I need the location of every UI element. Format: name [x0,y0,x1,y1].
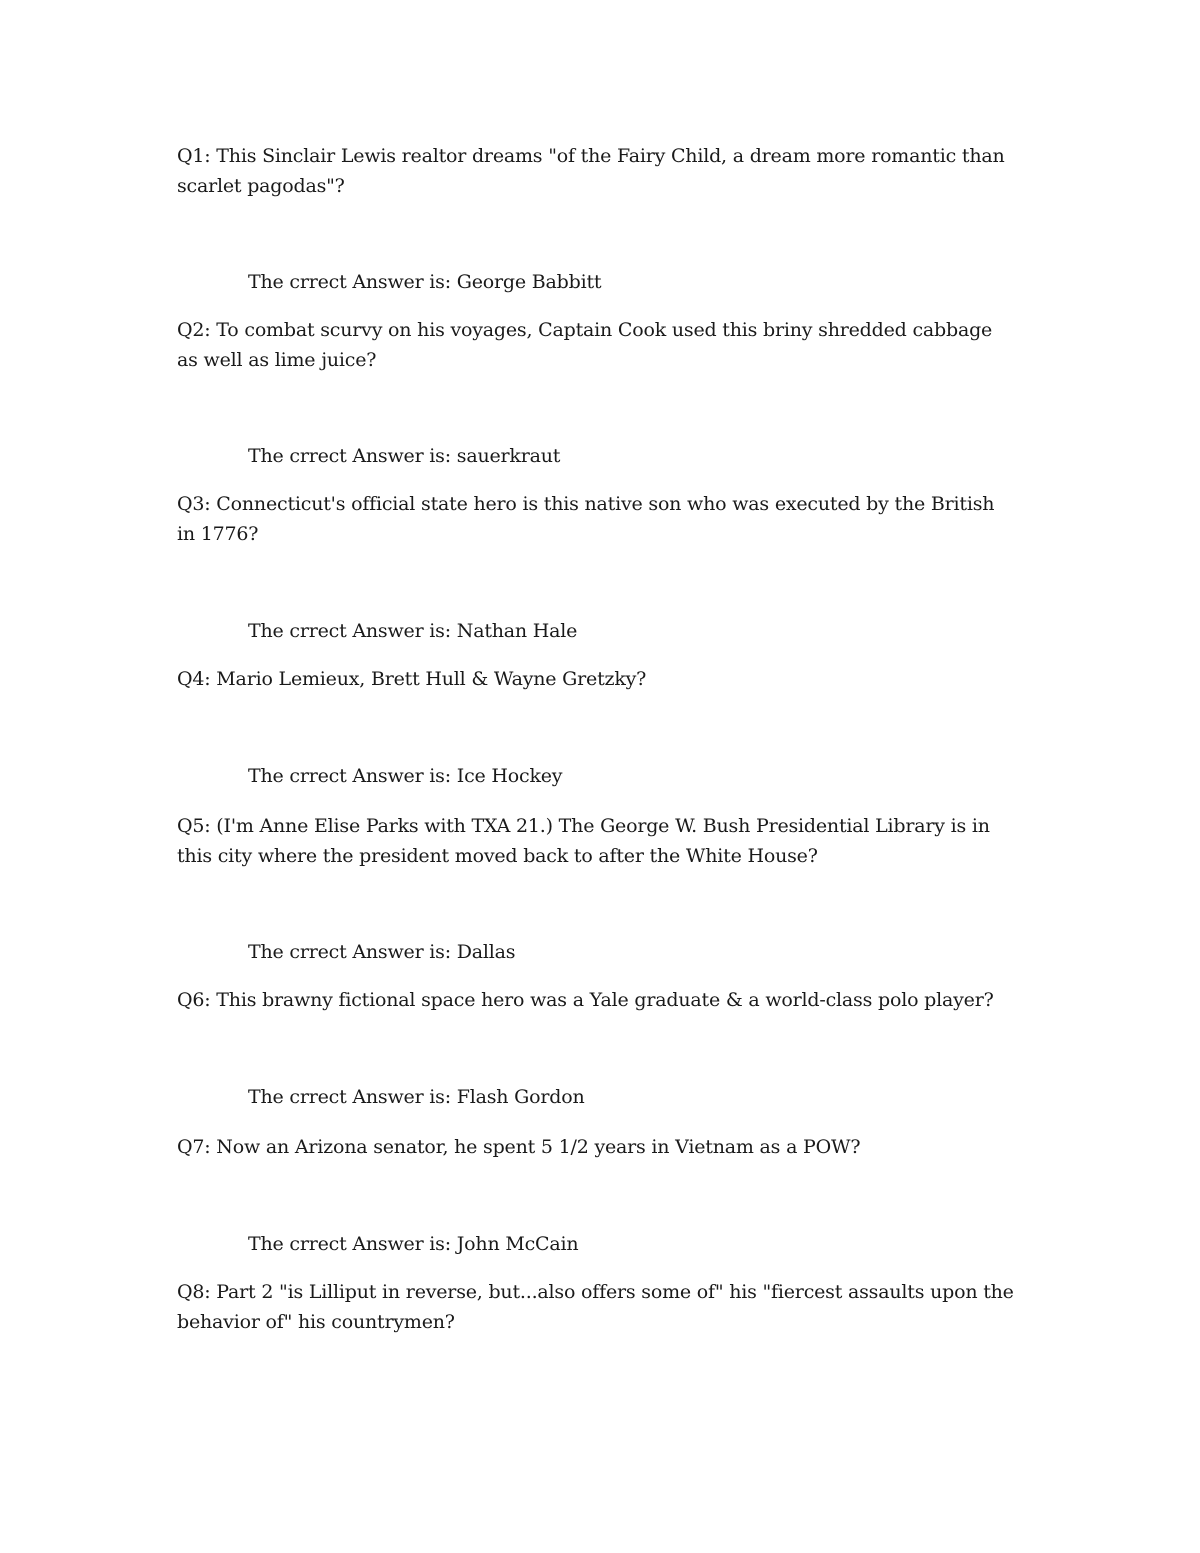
answer-7: The crrect Answer is: John McCain [248,1233,579,1255]
question-1: Q1: This Sinclair Lewis realtor dreams "of the Fairy Child, a dream more romantic than scarlet pagodas"? [177,145,1005,197]
answer-3: The crrect Answer is: Nathan Hale [248,620,578,642]
answer-6: The crrect Answer is: Flash Gordon [248,1086,585,1108]
answer-1: The crrect Answer is: George Babbitt [248,271,602,293]
question-7: Q7: Now an Arizona senator, he spent 5 1/2 years in Vietnam as a POW? [177,1136,861,1158]
question-8: Q8: Part 2 "is Lilliput in reverse, but...also offers some of" his "fiercest assaults upon the behavior of" his countrymen? [177,1281,1014,1333]
answer-5: The crrect Answer is: Dallas [248,941,516,963]
question-5: Q5: (I'm Anne Elise Parks with TXA 21.) The George W. Bush Presidential Library is in this city where the president moved back to after the White House? [177,815,990,867]
answer-2: The crrect Answer is: sauerkraut [248,445,561,467]
answer-4: The crrect Answer is: Ice Hockey [248,765,563,787]
question-2: Q2: To combat scurvy on his voyages, Captain Cook used this briny shredded cabbage as well as lime juice? [177,319,993,371]
question-6: Q6: This brawny fictional space hero was a Yale graduate & a world-class polo player? [177,989,994,1011]
question-4: Q4: Mario Lemieux, Brett Hull & Wayne Gretzky? [177,668,647,690]
question-3: Q3: Connecticut's official state hero is this native son who was executed by the British in 1776? [177,493,995,545]
